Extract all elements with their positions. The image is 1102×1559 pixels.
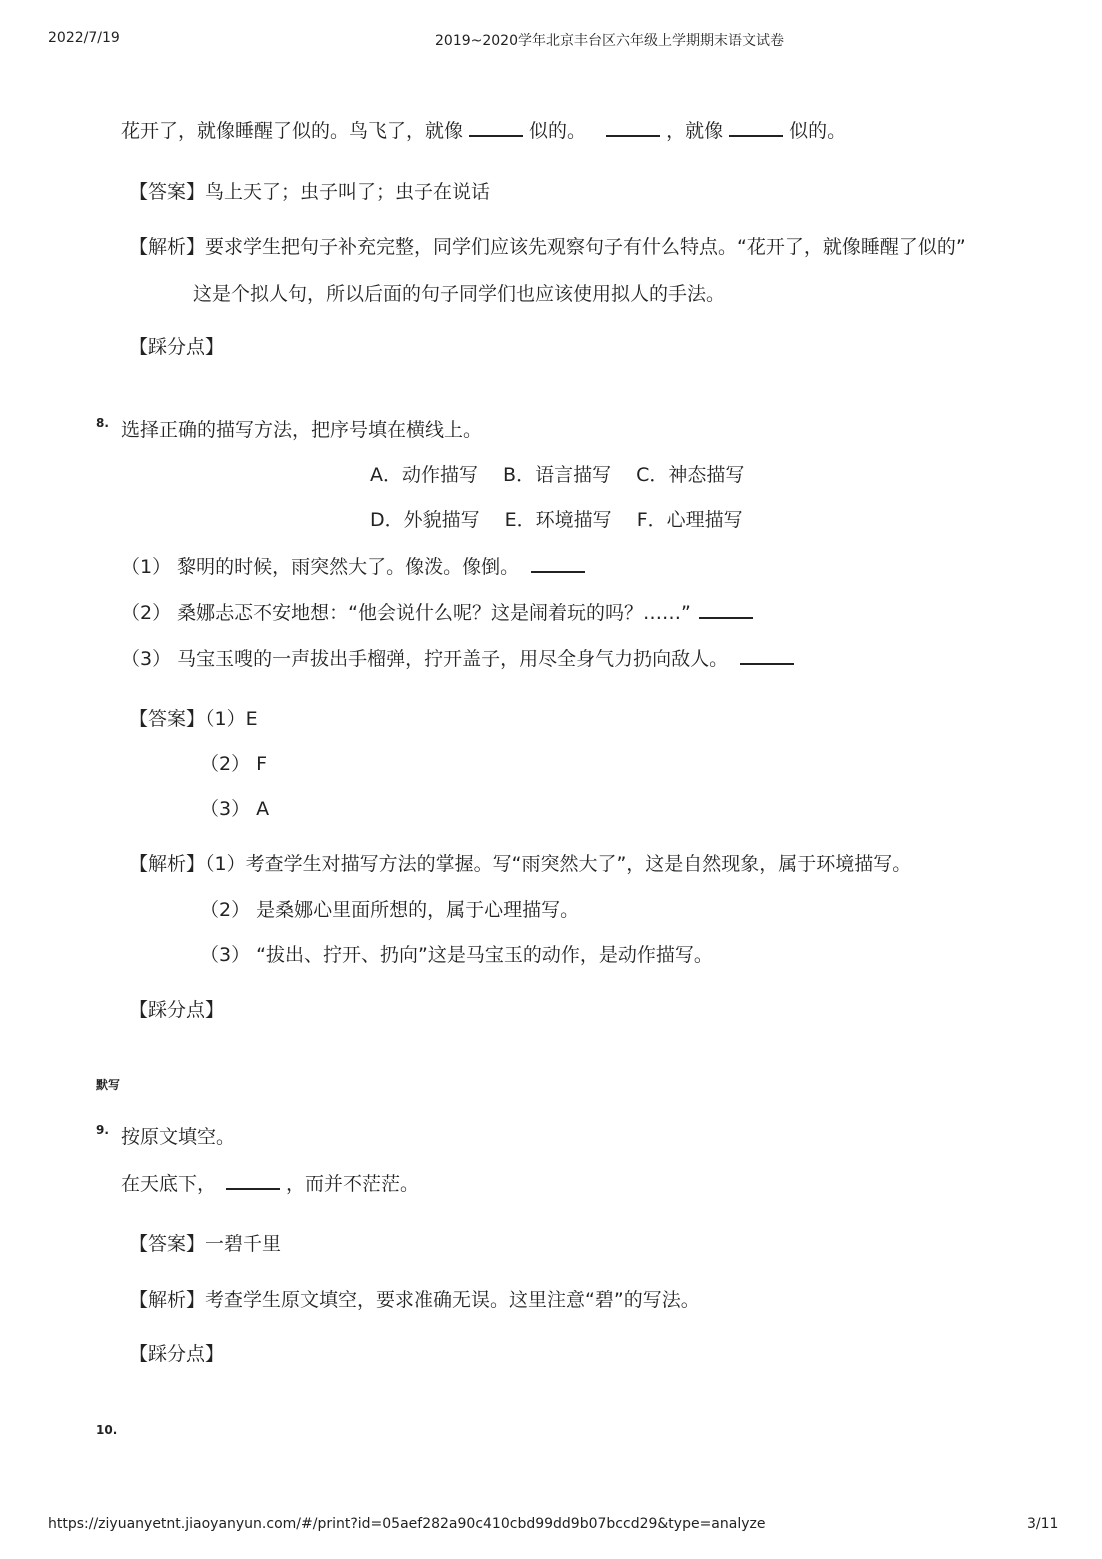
- q7-sentence-c: ，就像: [666, 120, 724, 142]
- q8-answer-1: （1）E: [205, 708, 258, 730]
- q8-analysis-text-2: （2） 是桑娜心里面所想的，属于心理描写。: [200, 899, 580, 921]
- q8-points-label: 【踩分点】: [129, 999, 225, 1021]
- section-title: 默写: [96, 1078, 121, 1092]
- q9-line-b: ，而并不茫茫。: [286, 1173, 420, 1195]
- q8-answer: [129, 707, 258, 731]
- q9-analysis-label: 【解析】: [129, 1289, 206, 1311]
- q8-item-3-blank: [740, 645, 794, 665]
- q9-answer-label: 【答案】: [129, 1233, 206, 1255]
- q9-points-label: 【踩分点】: [129, 1343, 225, 1365]
- q8-item-2-blank: [699, 599, 753, 619]
- q8-item-1: [121, 553, 591, 579]
- q9-analysis: [129, 1288, 700, 1312]
- q8-analysis: [129, 852, 911, 876]
- print-date: 2022/7/19: [48, 30, 120, 46]
- page-title: 2019~2020学年北京丰台区六年级上学期期末语文试卷: [435, 33, 784, 49]
- q8-item-2-text: （2） 桑娜忐忑不安地想：“他会说什么呢？这是闹着玩的吗？……”: [121, 602, 691, 624]
- q9-number: 9.: [96, 1123, 109, 1137]
- footer-url: https://ziyuanyetnt.jiaoyanyun.com/#/print?id=05aef282a90c410cbd99dd9b07bccd29&type=analyze: [48, 1516, 766, 1532]
- q9-prompt: 按原文填空。: [121, 1126, 236, 1148]
- q7-points-label: 【踩分点】: [129, 336, 225, 358]
- q8-analysis-text-3: （3） “拔出、拧开、扔向”这是马宝玉的动作，是动作描写。: [200, 944, 713, 966]
- page-number: 3/11: [1027, 1516, 1059, 1532]
- q7-analysis-text-1: 要求学生把句子补充完整，同学们应该先观察句子有什么特点。“花开了，就像睡醒了似的”: [205, 236, 966, 258]
- q9-blank: [226, 1170, 280, 1190]
- q8-answer-2: （2） F: [200, 753, 268, 775]
- q8-prompt: 选择正确的描写方法，把序号填在横线上。: [121, 419, 483, 441]
- q8-options-row-1: A．动作描写 B．语言描写 C．神态描写: [370, 464, 745, 486]
- q7-answer-text: 鸟上天了；虫子叫了；虫子在说话: [205, 181, 491, 203]
- q8-item-3-text: （3） 马宝玉嗖的一声拔出手榴弹，拧开盖子，用尽全身气力扔向敌人。: [121, 648, 729, 670]
- q9-analysis-text: 考查学生原文填空，要求准确无误。这里注意“碧”的写法。: [205, 1289, 700, 1311]
- q9-line-a: 在天底下，: [121, 1173, 217, 1195]
- q9-answer: [129, 1232, 281, 1256]
- q7-analysis-label: 【解析】: [129, 236, 206, 258]
- q7-answer: [129, 180, 490, 204]
- q7-sentence-b: 似的。: [529, 120, 587, 142]
- q8-item-1-blank: [531, 553, 585, 573]
- q7-answer-label: 【答案】: [129, 181, 206, 203]
- q7-blank-1: [469, 117, 523, 137]
- q10-number: 10.: [96, 1423, 118, 1437]
- q8-analysis-label: 【解析】: [129, 853, 206, 875]
- q7-sentence: [121, 117, 846, 143]
- q9-line: [121, 1170, 419, 1196]
- q7-analysis: [129, 235, 966, 259]
- q8-item-3: [121, 645, 800, 671]
- q8-item-1-text: （1） 黎明的时候，雨突然大了。像泼。像倒。: [121, 556, 520, 578]
- q7-sentence-a: 花开了，就像睡醒了似的。鸟飞了，就像: [121, 120, 464, 142]
- q7-blank-3: [729, 117, 783, 137]
- q9-answer-text: 一碧千里: [205, 1233, 282, 1255]
- q8-answer-label: 【答案】: [129, 708, 206, 730]
- q8-answer-3: （3） A: [200, 798, 270, 820]
- q8-number: 8.: [96, 416, 109, 430]
- q8-item-2: [121, 599, 759, 625]
- q8-analysis-text-1: （1）考查学生对描写方法的掌握。写“雨突然大了”，这是自然现象，属于环境描写。: [205, 853, 912, 875]
- q7-analysis-text-2: 这是个拟人句，所以后面的句子同学们也应该使用拟人的手法。: [193, 283, 726, 305]
- q7-sentence-d: 似的。: [789, 120, 847, 142]
- q8-options-row-2: D．外貌描写 E．环境描写 F．心理描写: [370, 509, 743, 531]
- q7-blank-2: [606, 117, 660, 137]
